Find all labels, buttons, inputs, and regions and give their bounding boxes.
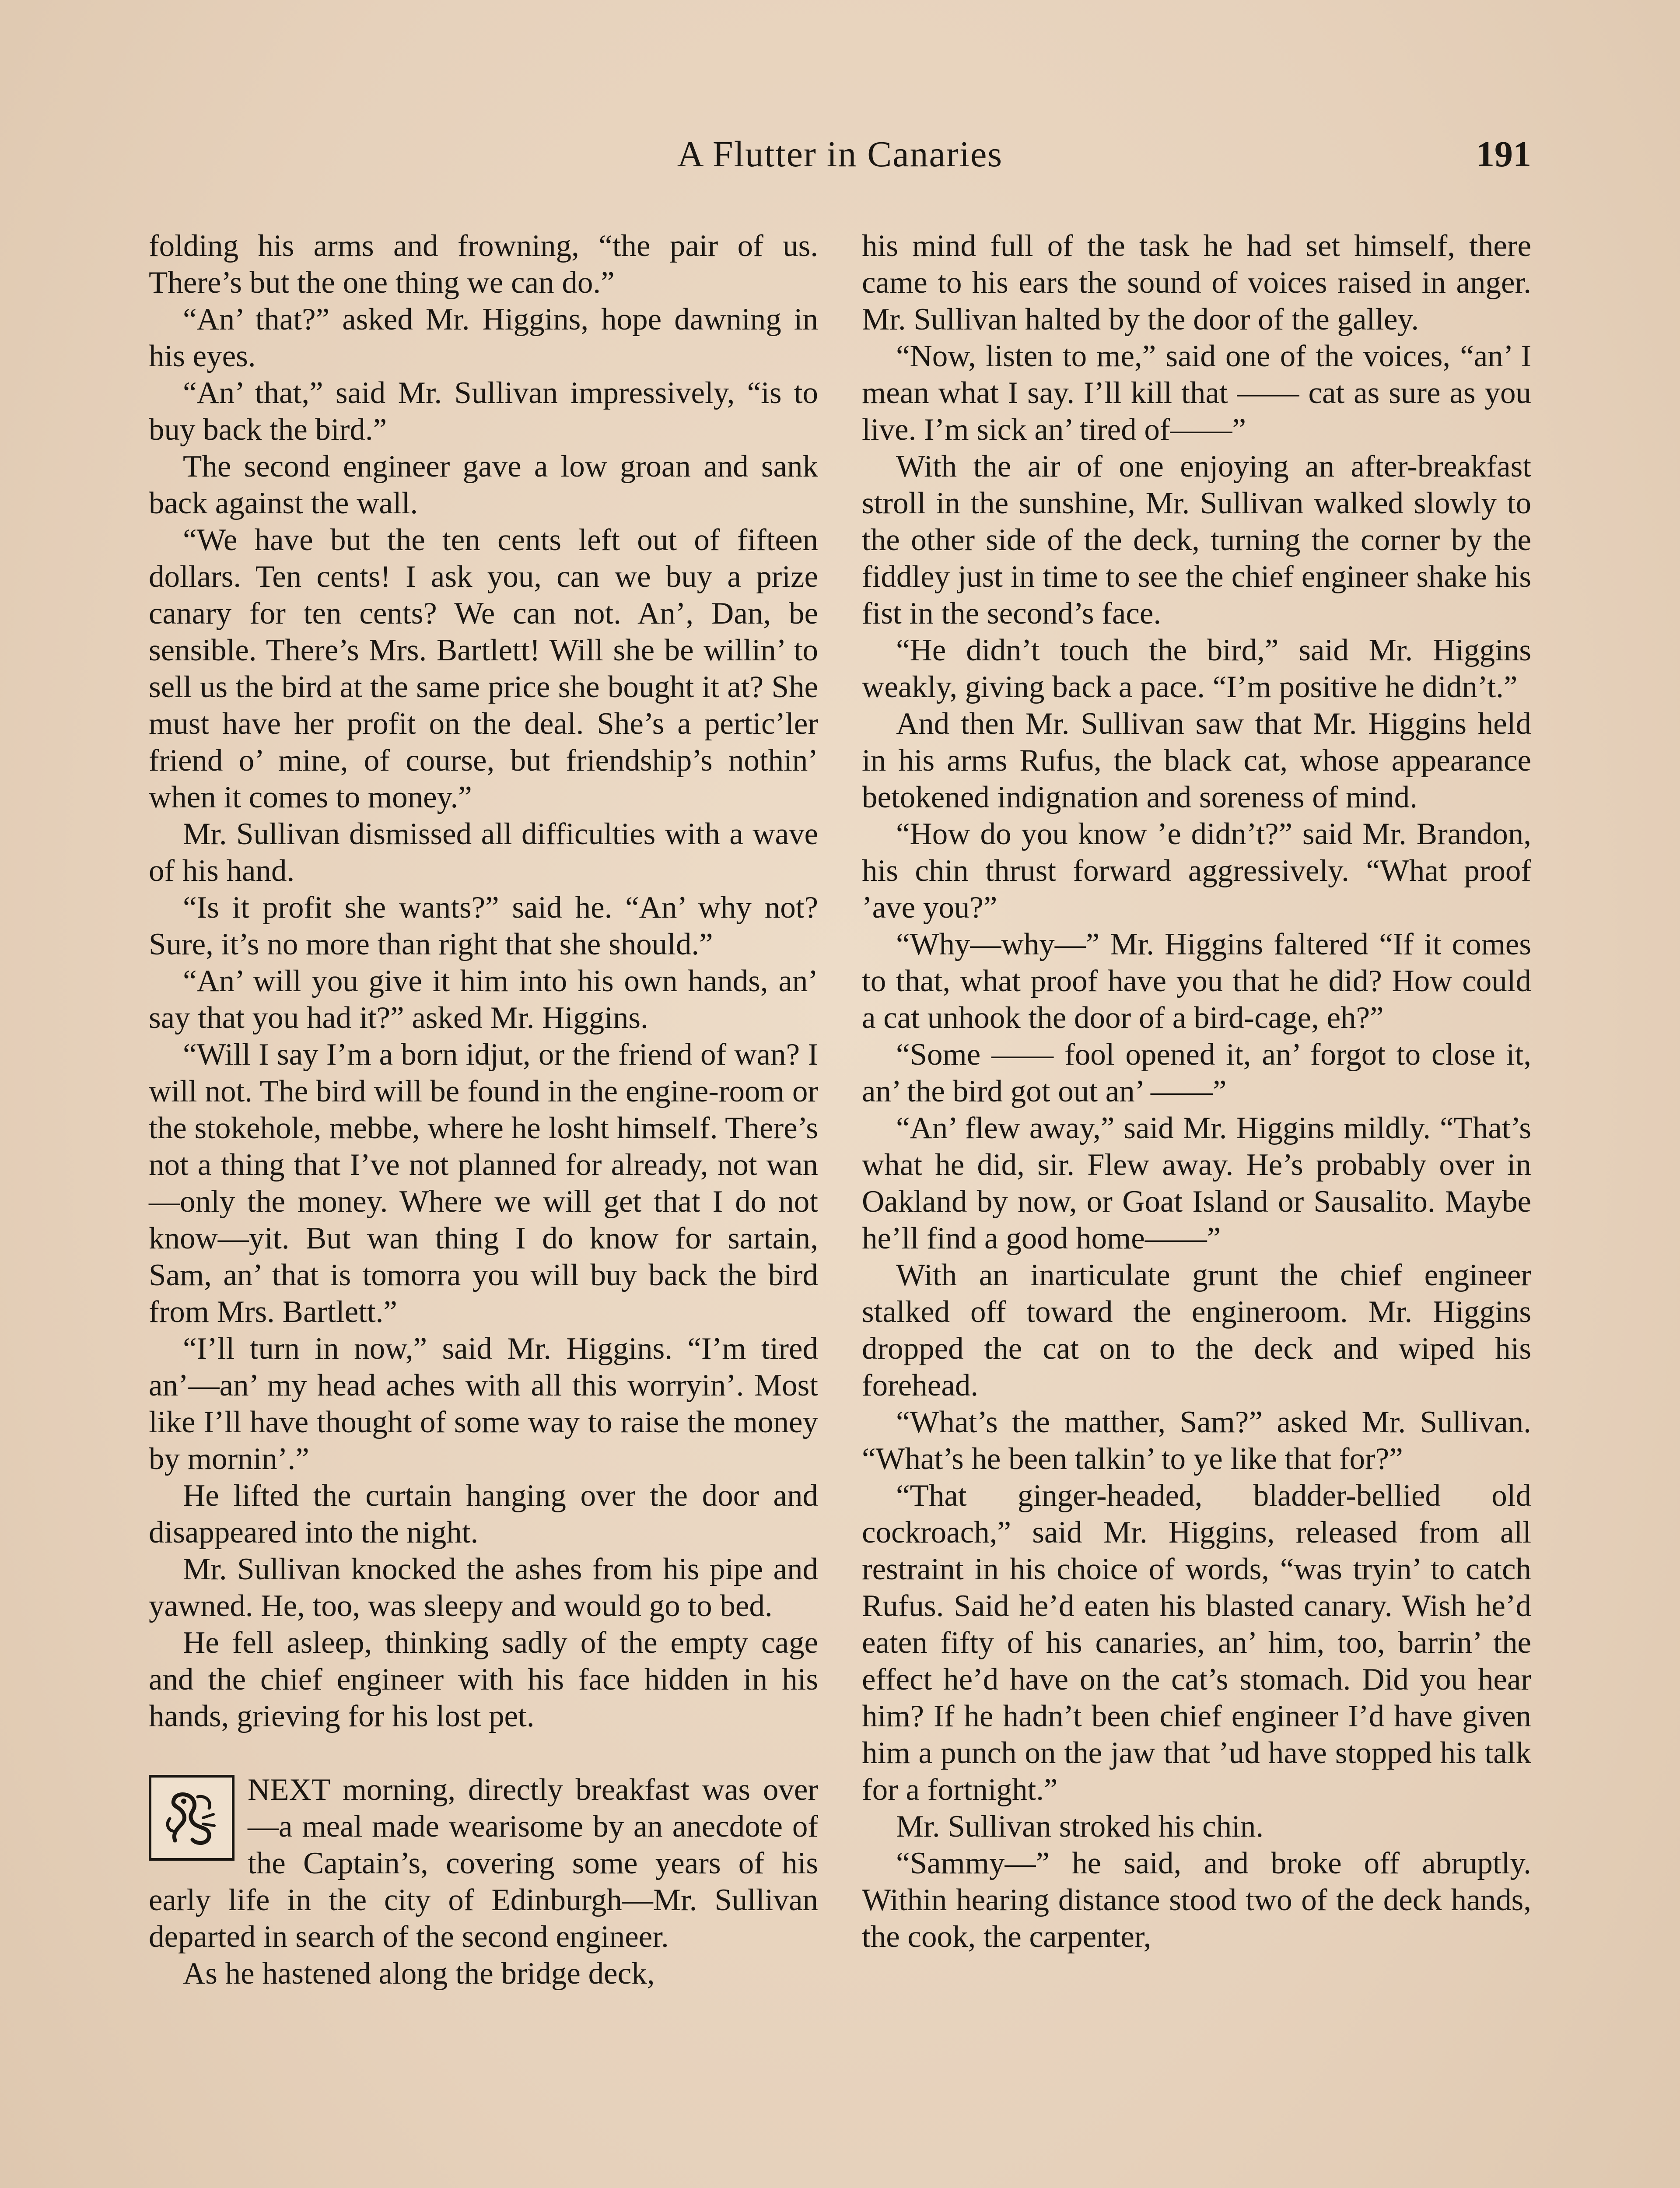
paragraph: “Some —— fool opened it, an’ forgot to close it, an’ the bird got out an’ ——” [862, 1038, 1531, 1108]
paragraph: “An’ will you give it him into his own hands, an’ say that you had it?” asked Mr. Higgins. [149, 964, 818, 1035]
paragraph: “Will I say I’m a born idjut, or the friend of wan? I will not. The bird will be found in the engine-room or the stokehole, mebbe, where he losht himself. There’s not a thing that I’ve not planned for already, not wan—only the money. Where we will get that I do not know—yit. But wan thing I do know for sartain, Sam, an’ that is tomorra you will buy back the bird from Mrs. Bartlett.” [149, 1038, 818, 1329]
paragraph: The second engineer gave a low groan and sank back against the wall. [149, 449, 818, 520]
paragraph: He fell asleep, thinking sadly of the empty cage and the chief engineer with his face hidden in his hands, grieving for his lost pet. [149, 1626, 818, 1733]
paragraph: “We have but the ten cents left out of fifteen dollars. Ten cents! I ask you, can we buy a prize canary for ten cents? We can not. An’, Dan, be sensible. There’s Mrs. Bartlett! Will she be willin’ to sell us the bird at the same price she bought it at? She must have her profit on the deal. She’s a pertic’ler friend o’ mine, of course, but friendship’s nothin’ when it comes to money.” [149, 523, 818, 814]
paragraph: “He didn’t touch the bird,” said Mr. Higgins weakly, giving back a pace. “I’m positive he didn’t.” [862, 633, 1531, 704]
paragraph: Mr. Sullivan knocked the ashes from his pipe and yawned. He, too, was sleepy and would go to bed. [149, 1552, 818, 1623]
left-column [149, 228, 818, 2188]
paragraph: He lifted the curtain hanging over the door and disappeared into the night. [149, 1479, 818, 1550]
paragraph: And then Mr. Sullivan saw that Mr. Higgins held in his arms Rufus, the black cat, whose appearance betokened indignation and soreness of mind. [862, 707, 1531, 814]
paragraph: As he hastened along the bridge deck, [183, 1957, 655, 1991]
section-opening [149, 1771, 818, 1955]
ornament-icon [149, 1775, 234, 1861]
paragraph: “Why—why—” Mr. Higgins faltered “If it comes to that, what proof have you that he did? How could a cat unhook the door of a bird-cage, eh?” [862, 927, 1531, 1035]
paragraph: “What’s the matther, Sam?” asked Mr. Sullivan. “What’s he been talkin’ to ye like that for?” [862, 1405, 1531, 1476]
paragraph: “An’ flew away,” said Mr. Higgins mildly. “That’s what he did, sir. Flew away. He’s probably over in Oakland by now, or Goat Island or Sausalito. Maybe he’ll find a good home——” [862, 1111, 1531, 1255]
page-number: 191 [1476, 134, 1531, 175]
paragraph: “I’ll turn in now,” said Mr. Higgins. “I’m tired an’—an’ my head aches with all this worryin’. Most like I’ll have thought of some way to raise the money by mornin’.” [149, 1332, 818, 1476]
running-title: A Flutter in Canaries [677, 134, 1003, 175]
paragraph: “Now, listen to me,” said one of the voices, “an’ I mean what I say. I’ll kill that —— cat as sure as you live. I’m sick an’ tired of——” [862, 339, 1531, 447]
paragraph: his mind full of the task he had set himself, there came to his ears the sound of voices raised in anger. Mr. Sullivan halted by the door of the galley. [862, 229, 1531, 337]
right-column [862, 228, 1531, 2188]
paragraph: “How do you know ’e didn’t?” said Mr. Brandon, his chin thrust forward aggressively. “What proof ’ave you?” [862, 817, 1531, 925]
paragraph: “Sammy—” he said, and broke off abruptly. Within hearing distance stood two of the deck hands, the cook, the carpenter, [862, 1846, 1531, 1954]
paragraph: “That ginger-headed, bladder-bellied old cockroach,” said Mr. Higgins, released from all restraint in his choice of words, “was tryin’ to catch Rufus. Said he’d eaten his blasted canary. Wish he’d eaten fifty of his canaries, an’ him, too, barrin’ the effect he’d have on the cat’s stomach. Did you hear him? If he hadn’t been chief engineer I’d have given him a punch on the jaw that ’ud have stopped his talk for a fortnight.” [862, 1479, 1531, 1807]
paragraph: Mr. Sullivan dismissed all difficulties with a wave of his hand. [149, 817, 818, 888]
section-opening-text: NEXT morning, directly breakfast was over—a meal made wearisome by an anecdote of the Captain’s, covering some years of his early life in the city of Edinburgh—Mr. Sullivan departed in search of the second engineer. [149, 1773, 818, 1954]
paragraph: “An’ that?” asked Mr. Higgins, hope dawning in his eyes. [149, 302, 818, 373]
paragraph: folding his arms and frowning, “the pair of us. There’s but the one thing we can do.” [149, 229, 818, 300]
paragraph: “An’ that,” said Mr. Sullivan impressively, “is to buy back the bird.” [149, 376, 818, 447]
paragraph: “Is it profit she wants?” said he. “An’ why not? Sure, it’s no more than right that she should.” [149, 891, 818, 961]
running-head [0, 130, 1680, 179]
paragraph: Mr. Sullivan stroked his chin. [896, 1809, 1264, 1844]
paragraph: With the air of one enjoying an after-breakfast stroll in the sunshine, Mr. Sullivan walked slowly to the other side of the deck, turning the corner by the fiddley just in time to see the chief engineer shake his fist in the second’s face. [862, 449, 1531, 631]
paragraph: With an inarticulate grunt the chief engineer stalked off toward the engineroom. Mr. Higgins dropped the cat on to the deck and wiped his forehead. [862, 1258, 1531, 1403]
